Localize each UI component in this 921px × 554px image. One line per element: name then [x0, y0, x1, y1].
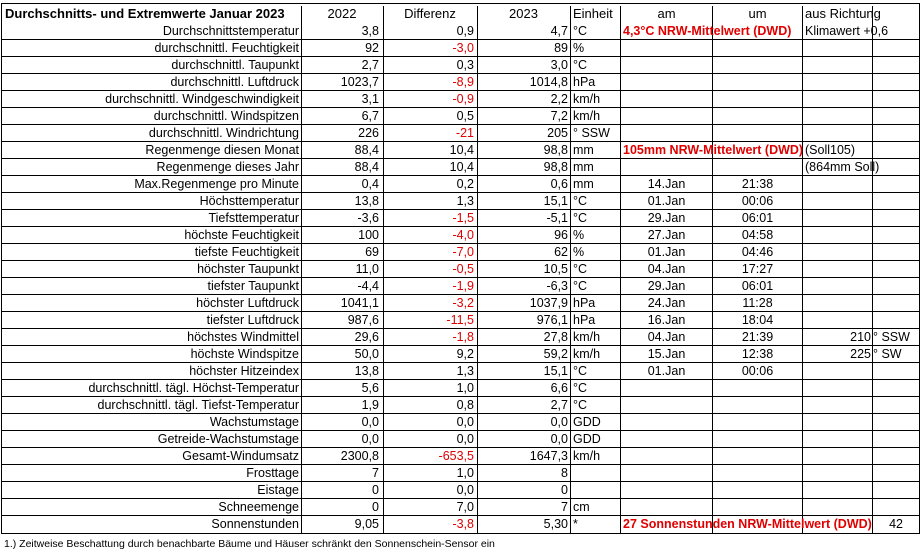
header-date: am: [657, 6, 676, 21]
value-2023: -6,3: [546, 279, 568, 293]
value-date: 01.Jan: [647, 245, 686, 259]
row-label: Schneemenge: [218, 500, 299, 514]
value-2023: 8: [561, 466, 568, 480]
row-label: Gesamt-Windumsatz: [182, 449, 299, 463]
table-row: [2, 23, 919, 40]
table-row: [2, 516, 919, 533]
value-2023: 0,6: [550, 177, 568, 191]
value-direction-degrees: 225: [850, 347, 871, 361]
value-difference: 9,2: [456, 347, 474, 361]
value-2022: 6,7: [361, 109, 379, 123]
value-2023: 4,7: [550, 24, 568, 38]
header-row: [2, 5, 919, 22]
value-unit: km/h: [573, 449, 601, 463]
value-difference: 1,3: [456, 364, 474, 378]
value-2023: 5,30: [543, 517, 568, 531]
value-2023: 2,2: [550, 92, 568, 106]
row-label: durchschnittl. Luftdruck: [170, 75, 299, 89]
value-difference: -0,5: [452, 262, 474, 276]
table-row: [2, 499, 919, 516]
row-note: 105mm NRW-Mittelwert (DWD): [623, 143, 804, 157]
value-2023: 3,0: [550, 58, 568, 72]
value-unit: GDD: [573, 415, 601, 429]
row-label: Frosttage: [246, 466, 299, 480]
value-difference: 0,0: [456, 415, 474, 429]
value-difference: 0,0: [456, 432, 474, 446]
value-difference: -21: [455, 126, 474, 140]
table-row: [2, 397, 919, 414]
row-label: Wachstumstage: [209, 415, 299, 429]
value-unit: °C: [573, 211, 588, 225]
value-2023: 2,7: [550, 398, 568, 412]
table-row: [2, 414, 919, 431]
header-time: um: [748, 6, 767, 21]
value-time: 00:06: [741, 194, 774, 208]
value-difference: -3,2: [452, 296, 474, 310]
value-2022: 0,0: [361, 432, 379, 446]
value-2022: 987,6: [347, 313, 379, 327]
row-label: Sonnenstunden: [211, 517, 299, 531]
value-2022: 226: [358, 126, 379, 140]
table-row: [2, 244, 919, 261]
value-2023: 1014,8: [529, 75, 568, 89]
value-2023: 6,6: [550, 381, 568, 395]
row-label: höchster Luftdruck: [196, 296, 299, 310]
row-label: höchster Taupunkt: [197, 262, 299, 276]
header-unit: Einheit: [573, 6, 613, 21]
value-2023: 96: [554, 228, 568, 242]
value-unit: °C: [573, 58, 588, 72]
row-label: durchschnittl. Taupunkt: [171, 58, 299, 72]
value-difference: -3,0: [452, 41, 474, 55]
value-time: 21:39: [741, 330, 774, 344]
table-row: [2, 278, 919, 295]
value-difference: -7,0: [452, 245, 474, 259]
row-extra-value: 42: [889, 517, 903, 531]
value-2022: 13,8: [354, 194, 379, 208]
row-extra: (Soll105): [805, 143, 856, 157]
table-row: [2, 312, 919, 329]
row-label: durchschnittl. Windspitzen: [153, 109, 299, 123]
row-label: durchschnittl. Feuchtigkeit: [154, 41, 299, 55]
value-2023: 976,1: [536, 313, 568, 327]
table-row: [2, 482, 919, 499]
value-2023: 10,5: [543, 262, 568, 276]
value-time: 21:38: [741, 177, 774, 191]
row-label: höchstes Windmittel: [187, 330, 299, 344]
value-difference: -1,8: [452, 330, 474, 344]
row-label: höchste Windspitze: [190, 347, 299, 361]
value-date: 24.Jan: [647, 296, 686, 310]
value-date: 29.Jan: [647, 279, 686, 293]
table-row: [2, 227, 919, 244]
value-2022: 7: [372, 466, 379, 480]
value-2022: 2,7: [361, 58, 379, 72]
value-2023: 7: [561, 500, 568, 514]
row-label: durchschnittl. tägl. Höchst-Temperatur: [88, 381, 299, 395]
value-difference: 10,4: [449, 160, 474, 174]
value-date: 15.Jan: [647, 347, 686, 361]
value-2022: 0: [372, 500, 379, 514]
value-unit: cm: [573, 500, 590, 514]
value-2022: 1041,1: [340, 296, 379, 310]
value-unit: km/h: [573, 109, 601, 123]
table-row: [2, 346, 919, 363]
value-2023: 98,8: [543, 143, 568, 157]
table-row: [2, 176, 919, 193]
value-2022: 88,4: [354, 143, 379, 157]
row-label: Durchschnittstemperatur: [162, 24, 299, 38]
table-row: [2, 448, 919, 465]
value-time: 00:06: [741, 364, 774, 378]
value-unit: GDD: [573, 432, 601, 446]
value-2023: 62: [554, 245, 568, 259]
value-2022: 2300,8: [340, 449, 379, 463]
row-label: Höchsttemperatur: [199, 194, 299, 208]
value-2022: -3,6: [357, 211, 379, 225]
value-2022: 5,6: [361, 381, 379, 395]
value-difference: 0,5: [456, 109, 474, 123]
row-label: Eistage: [257, 483, 299, 497]
value-2022: 100: [358, 228, 379, 242]
value-difference: 0,8: [456, 398, 474, 412]
row-label: Max.Regenmenge pro Minute: [134, 177, 299, 191]
value-unit: °C: [573, 194, 588, 208]
value-difference: -8,9: [452, 75, 474, 89]
value-unit: %: [573, 228, 585, 242]
table-row: [2, 125, 919, 142]
value-difference: -4,0: [452, 228, 474, 242]
table-row: [2, 193, 919, 210]
value-direction: ° SW: [873, 347, 902, 361]
row-label: durchschnittl. Windrichtung: [148, 126, 299, 140]
table-row: [2, 159, 919, 176]
row-label: höchste Feuchtigkeit: [184, 228, 299, 242]
row-label: Tiefsttemperatur: [208, 211, 299, 225]
value-difference: 1,0: [456, 381, 474, 395]
value-time: 18:04: [741, 313, 774, 327]
value-date: 14.Jan: [647, 177, 686, 191]
value-2023: 0: [561, 483, 568, 497]
value-2023: 0,0: [550, 432, 568, 446]
value-difference: 1,0: [456, 466, 474, 480]
header-2022: 2022: [327, 6, 357, 21]
value-2022: 3,1: [361, 92, 379, 106]
value-difference: -0,9: [452, 92, 474, 106]
value-time: 06:01: [741, 211, 774, 225]
value-date: 04.Jan: [647, 262, 686, 276]
value-unit: mm: [573, 143, 594, 157]
value-2023: 0,0: [550, 415, 568, 429]
value-difference: 0,9: [456, 24, 474, 38]
value-unit: °C: [573, 24, 588, 38]
value-2023: -5,1: [546, 211, 568, 225]
value-unit: hPa: [573, 75, 596, 89]
value-unit: °C: [573, 279, 588, 293]
table-row: [2, 108, 919, 125]
table-title: Durchschnitts- und Extremwerte Januar 2023: [5, 6, 285, 21]
value-2023: 89: [554, 41, 568, 55]
value-unit: °C: [573, 381, 588, 395]
row-note: 4,3°C NRW-Mittelwert (DWD): [623, 24, 792, 38]
table-row: [2, 142, 919, 159]
value-2023: 15,1: [543, 364, 568, 378]
value-2022: 13,8: [354, 364, 379, 378]
row-label: Regenmenge dieses Jahr: [156, 160, 299, 174]
value-difference: -1,9: [452, 279, 474, 293]
value-2022: 92: [365, 41, 379, 55]
header-direction: aus Richtung: [805, 6, 881, 21]
value-date: 01.Jan: [647, 194, 686, 208]
value-2023: 15,1: [543, 194, 568, 208]
row-label: tiefster Luftdruck: [206, 313, 299, 327]
value-time: 11:28: [742, 296, 773, 310]
table-row: [2, 40, 919, 57]
value-unit: °C: [573, 364, 588, 378]
header-difference: Differenz: [404, 6, 456, 21]
row-label: durchschnittl. tägl. Tiefst-Temperatur: [97, 398, 299, 412]
value-date: 04.Jan: [647, 330, 686, 344]
value-date: 29.Jan: [647, 211, 686, 225]
row-extra: (864mm Soll): [805, 160, 880, 174]
row-label: tiefste Feuchtigkeit: [194, 245, 299, 259]
value-2022: 9,05: [354, 517, 379, 531]
value-2023: 1037,9: [529, 296, 568, 310]
value-difference: 0,0: [456, 483, 474, 497]
value-unit: mm: [573, 177, 594, 191]
row-label: durchschnittl. Windgeschwindigkeit: [105, 92, 299, 106]
table-row: [2, 363, 919, 380]
value-unit: °C: [573, 262, 588, 276]
table-row: [2, 329, 919, 346]
value-date: 01.Jan: [647, 364, 686, 378]
value-2022: 11,0: [355, 262, 379, 276]
value-difference: 0,2: [456, 177, 474, 191]
value-time: 17:27: [741, 262, 774, 276]
value-2023: 27,8: [543, 330, 568, 344]
value-2022: 69: [365, 245, 379, 259]
value-2023: 1647,3: [529, 449, 568, 463]
row-label: tiefster Taupunkt: [207, 279, 299, 293]
value-unit: *: [573, 517, 578, 531]
value-date: 16.Jan: [647, 313, 686, 327]
value-direction-degrees: 210: [850, 330, 871, 344]
value-time: 04:46: [741, 245, 774, 259]
value-time: 12:38: [741, 347, 774, 361]
table-row: [2, 74, 919, 91]
value-unit: km/h: [573, 330, 601, 344]
row-label: höchster Hitzeindex: [189, 364, 299, 378]
value-direction: ° SSW: [873, 330, 910, 344]
value-2022: 88,4: [354, 160, 379, 174]
value-2022: 29,6: [354, 330, 379, 344]
value-2022: -4,4: [357, 279, 379, 293]
table-row: [2, 431, 919, 448]
value-date: 27.Jan: [647, 228, 686, 242]
value-2022: 50,0: [354, 347, 379, 361]
row-extra: Klimawert +0,6: [805, 24, 889, 38]
value-unit: °C: [573, 398, 588, 412]
value-unit: ° SSW: [573, 126, 610, 140]
value-unit: %: [573, 41, 585, 55]
value-difference: 0,3: [456, 58, 474, 72]
value-difference: 1,3: [456, 194, 474, 208]
value-2022: 0,4: [361, 177, 379, 191]
value-2023: 7,2: [550, 109, 568, 123]
value-unit: km/h: [573, 347, 601, 361]
table-row: [2, 261, 919, 278]
value-unit: hPa: [573, 296, 596, 310]
header-2023: 2023: [509, 6, 538, 21]
value-2023: 205: [547, 126, 568, 140]
value-unit: hPa: [573, 313, 596, 327]
row-label: Getreide-Wachstumstage: [157, 432, 299, 446]
value-difference: -653,5: [438, 449, 474, 463]
value-time: 06:01: [741, 279, 774, 293]
table-row: [2, 57, 919, 74]
value-unit: km/h: [573, 92, 601, 106]
row-note: 27 Sonnenstunden NRW-Mittelwert (DWD): [623, 517, 872, 531]
weather-stats-table: [1, 3, 920, 534]
value-2022: 0: [372, 483, 379, 497]
value-2022: 0,0: [361, 415, 379, 429]
table-row: [2, 465, 919, 482]
row-label: Regenmenge diesen Monat: [145, 143, 299, 157]
table-row: [2, 210, 919, 227]
value-2022: 1,9: [361, 398, 379, 412]
value-unit: mm: [573, 160, 594, 174]
value-difference: 7,0: [456, 500, 474, 514]
value-difference: -11,5: [446, 313, 474, 327]
value-2022: 1023,7: [340, 75, 379, 89]
table-row: [2, 380, 919, 397]
value-2023: 59,2: [543, 347, 568, 361]
value-2023: 98,8: [543, 160, 568, 174]
table-row: [2, 91, 919, 108]
value-difference: -3,8: [452, 517, 474, 531]
value-2022: 3,8: [361, 24, 379, 38]
value-unit: %: [573, 245, 585, 259]
footnote: 1.) Zeitweise Beschattung durch benachbarte Bäume und Häuser schränkt den Sonnenschein-Sensor ein: [4, 538, 495, 550]
table-row: [2, 295, 919, 312]
value-difference: 10,4: [449, 143, 474, 157]
value-time: 04:58: [741, 228, 774, 242]
value-difference: -1,5: [452, 211, 474, 225]
